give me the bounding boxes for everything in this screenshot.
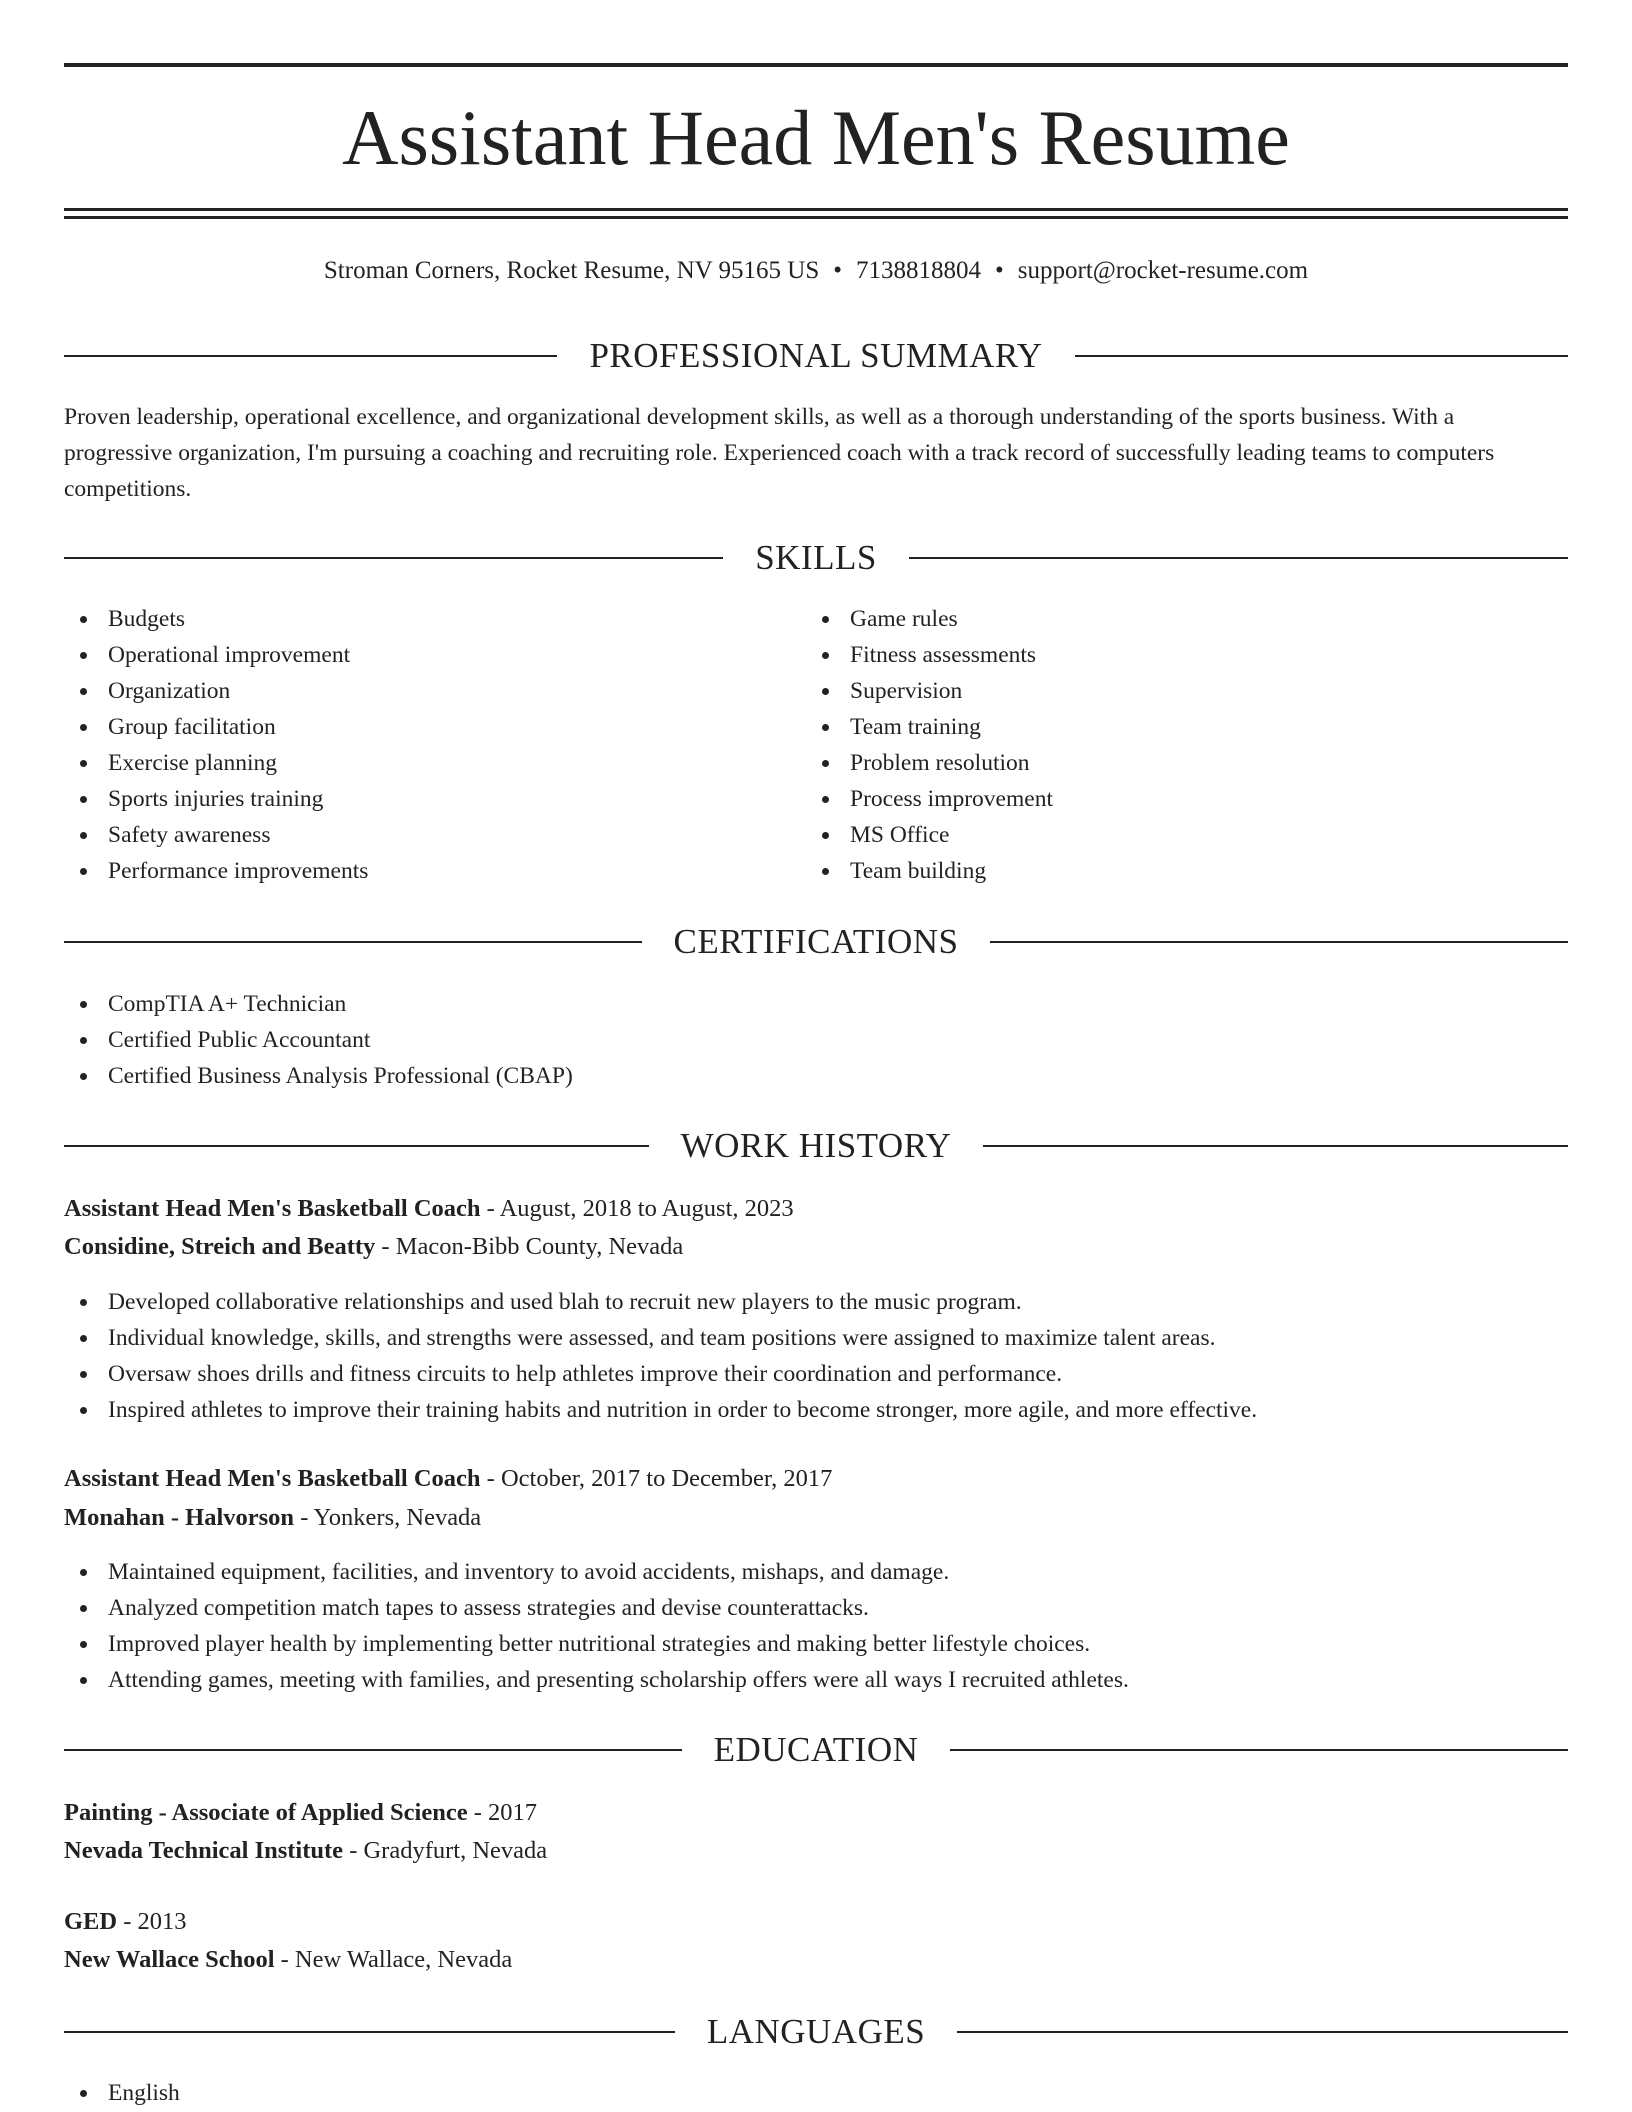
job-company: Monahan - Halvorson xyxy=(64,1504,295,1531)
skill-item: Exercise planning xyxy=(64,745,368,781)
section-header-education xyxy=(64,1728,1568,1772)
section-header-skills xyxy=(64,536,1568,580)
skills-list-right xyxy=(806,601,1053,889)
contact-separator: • xyxy=(995,257,1004,284)
job-location: - Yonkers, Nevada xyxy=(294,1504,482,1531)
job-bullet: Improved player health by implementing better nutritional strategies and making better lifestyle choices. xyxy=(64,1626,1129,1662)
language-item: English xyxy=(64,2075,180,2111)
job-dates: - August, 2018 to August, 2023 xyxy=(480,1195,794,1222)
skill-item: Performance improvements xyxy=(64,853,368,889)
job-bullet: Individual knowledge, skills, and strengths were assessed, and team positions were assigned to maximize talent areas. xyxy=(64,1320,1257,1356)
contact-phone: 7138818804 xyxy=(856,257,982,284)
section-rule-left xyxy=(64,1749,682,1751)
section-rule-right xyxy=(990,941,1568,943)
section-title-certifications: CERTIFICATIONS xyxy=(673,922,959,961)
job-bullets xyxy=(64,1284,1257,1428)
section-rule-left xyxy=(64,1145,649,1147)
title-rule-upper xyxy=(64,208,1568,211)
section-rule-right xyxy=(1075,355,1568,357)
job-bullet: Analyzed competition match tapes to assess strategies and devise counterattacks. xyxy=(64,1590,1129,1626)
job-bullets xyxy=(64,1554,1129,1698)
skills-list-left xyxy=(64,601,368,889)
job-title-line xyxy=(64,1190,794,1228)
resume-title: Assistant Head Men's Resume xyxy=(342,94,1290,181)
skill-item: Problem resolution xyxy=(806,745,1053,781)
skill-item: Team training xyxy=(806,709,1053,745)
education-location: - New Wallace, Nevada xyxy=(274,1946,513,1973)
contact-separator: • xyxy=(833,257,843,284)
education-school-line xyxy=(64,1941,512,1979)
section-rule-left xyxy=(64,2031,675,2033)
education-degree: Painting - Associate of Applied Science xyxy=(64,1799,468,1826)
job-title: Assistant Head Men's Basketball Coach xyxy=(64,1195,481,1222)
section-title-education: EDUCATION xyxy=(713,1730,919,1769)
education-location: - Gradyfurt, Nevada xyxy=(343,1837,548,1864)
job-company-line xyxy=(64,1499,481,1537)
section-title-languages: LANGUAGES xyxy=(706,2012,926,2051)
skill-item: Fitness assessments xyxy=(806,637,1053,673)
certification-item: CompTIA A+ Technician xyxy=(64,986,573,1022)
job-company: Considine, Streich and Beatty xyxy=(64,1233,376,1260)
top-rule xyxy=(64,63,1568,67)
education-school: Nevada Technical Institute xyxy=(64,1837,344,1864)
section-rule-right xyxy=(909,557,1568,559)
job-bullet: Attending games, meeting with families, and presenting scholarship offers were all ways I recruited athletes. xyxy=(64,1662,1129,1698)
job-bullet: Maintained equipment, facilities, and inventory to avoid accidents, mishaps, and damage. xyxy=(64,1554,1129,1590)
skill-item: Budgets xyxy=(64,601,368,637)
section-rule-right xyxy=(950,1749,1568,1751)
summary-text: Proven leadership, operational excellence, and organizational development skills, as well as a thorough understanding of the sports business. With a progressive organization, I'm pursuing a coaching and recruiting role. Experienced coach with a track record of successfully leading teams to computers competitions. xyxy=(64,404,1495,502)
education-school-line xyxy=(64,1832,547,1870)
section-header-certifications xyxy=(64,920,1568,964)
skill-item: Game rules xyxy=(806,601,1053,637)
job-bullet: Developed collaborative relationships and used blah to recruit new players to the music program. xyxy=(64,1284,1257,1320)
skill-item: Operational improvement xyxy=(64,637,368,673)
skill-item: Group facilitation xyxy=(64,709,368,745)
education-year: - 2013 xyxy=(117,1908,187,1935)
title-rule-lower xyxy=(64,216,1568,219)
section-title-summary: PROFESSIONAL SUMMARY xyxy=(589,336,1043,375)
section-header-summary xyxy=(64,334,1568,378)
education-degree: GED xyxy=(64,1908,118,1935)
job-bullet: Oversaw shoes drills and fitness circuits to help athletes improve their coordination and performance. xyxy=(64,1356,1257,1392)
skill-item: Safety awareness xyxy=(64,817,368,853)
skill-item: Supervision xyxy=(806,673,1053,709)
section-rule-left xyxy=(64,355,557,357)
education-school: New Wallace School xyxy=(64,1946,275,1973)
job-location: - Macon-Bibb County, Nevada xyxy=(375,1233,684,1260)
languages-list xyxy=(64,2075,180,2111)
education-degree-line xyxy=(64,1903,187,1941)
job-dates: - October, 2017 to December, 2017 xyxy=(480,1465,833,1492)
section-header-languages xyxy=(64,2010,1568,2054)
certification-item: Certified Public Accountant xyxy=(64,1022,573,1058)
section-title-skills: SKILLS xyxy=(755,538,877,577)
education-degree-line xyxy=(64,1794,537,1832)
skill-item: Sports injuries training xyxy=(64,781,368,817)
skill-item: MS Office xyxy=(806,817,1053,853)
contact-email: support@rocket-resume.com xyxy=(1017,257,1309,284)
education-year: - 2017 xyxy=(467,1799,537,1826)
job-company-line xyxy=(64,1228,683,1266)
skill-item: Process improvement xyxy=(806,781,1053,817)
certifications-list xyxy=(64,986,573,1094)
job-bullet: Inspired athletes to improve their training habits and nutrition in order to become stronger, more agile, and more effective. xyxy=(64,1392,1257,1428)
section-header-work xyxy=(64,1124,1568,1168)
section-title-work: WORK HISTORY xyxy=(680,1126,952,1165)
certification-item: Certified Business Analysis Professional (CBAP) xyxy=(64,1058,573,1094)
skill-item: Team building xyxy=(806,853,1053,889)
section-rule-left xyxy=(64,557,723,559)
job-title: Assistant Head Men's Basketball Coach xyxy=(64,1465,481,1492)
contact-line xyxy=(64,255,1568,287)
section-rule-right xyxy=(983,1145,1568,1147)
contact-address: Stroman Corners, Rocket Resume, NV 95165 US xyxy=(323,257,820,284)
section-rule-left xyxy=(64,941,642,943)
skill-item: Organization xyxy=(64,673,368,709)
section-rule-right xyxy=(957,2031,1568,2033)
job-title-line xyxy=(64,1460,832,1498)
